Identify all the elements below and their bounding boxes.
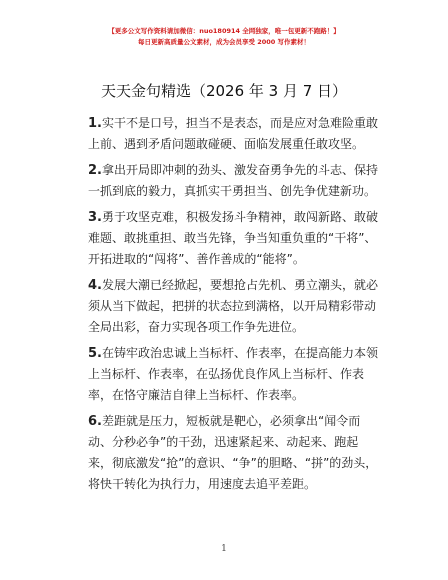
page-number: 1: [221, 544, 227, 554]
paragraph-number: 4.: [88, 278, 102, 293]
document-body: [88, 113, 380, 500]
promo-banner-line-2: 每日更新高质量公文素材，成为会员享受 2000 写作素材！: [137, 38, 311, 46]
quote-paragraph-3: [88, 207, 380, 270]
paragraph-number: 1.: [88, 116, 102, 131]
quote-paragraph-5: [88, 343, 380, 406]
quote-paragraph-4: [88, 275, 380, 338]
paragraph-number: 3.: [88, 210, 102, 225]
paragraph-number: 2.: [88, 163, 102, 178]
quote-paragraph-2: [88, 160, 380, 202]
paragraph-number: 5.: [88, 346, 102, 361]
promo-banner-line-1: 【更多公文写作资料请加微信：nuo180914 全网独家，唯一包更新不跑路！】: [108, 27, 340, 35]
promo-banner: [0, 26, 448, 48]
quote-paragraph-1: [88, 113, 380, 155]
paragraph-text: 在铸牢政治忠诚上当标杆、作表率，在提高能力本领上当标杆、作表率，在弘扬优良作风上当标杆、作表率，在恪守廉洁自律上当标杆、作表率。: [88, 346, 378, 402]
paragraph-text: 勇于攻坚克难，积极发扬斗争精神，敢闯新路、敢破难题、敢挑重担、敢当先锋，争当知重负重的“干将”、开拓进取的“闯将”、善作善成的“能将”。: [88, 210, 378, 266]
paragraph-number: 6.: [88, 414, 102, 429]
quote-paragraph-6: [88, 411, 380, 495]
paragraph-text: 发展大潮已经掀起，要想抢占先机、勇立潮头，就必须从当下做起，把拼的状态拉到满格，以开局精彩带动全局出彩，奋力实现各项工作争先进位。: [88, 278, 378, 334]
document-title: 天天金句精选（2026 年 3 月 7 日）: [100, 82, 348, 100]
paragraph-text: 拿出开局即冲刺的劲头、激发奋勇争先的斗志、保持一抓到底的毅力，真抓实干勇担当、创先争优建新功。: [88, 163, 378, 198]
paragraph-text: 实干不是口号，担当不是表态，而是应对急难险重敢上前、遇到矛盾问题敢碰硬、面临发展重任敢攻坚。: [88, 116, 378, 151]
paragraph-text: 差距就是压力，短板就是靶心，必须拿出“闻令而动、分秒必争”的干劲，迅速紧起来、动起来、跑起来，彻底激发“抢”的意识、“争”的胆略、“拼”的劲头，将快干转化为执行力，用速度去追平差距。: [88, 414, 378, 491]
